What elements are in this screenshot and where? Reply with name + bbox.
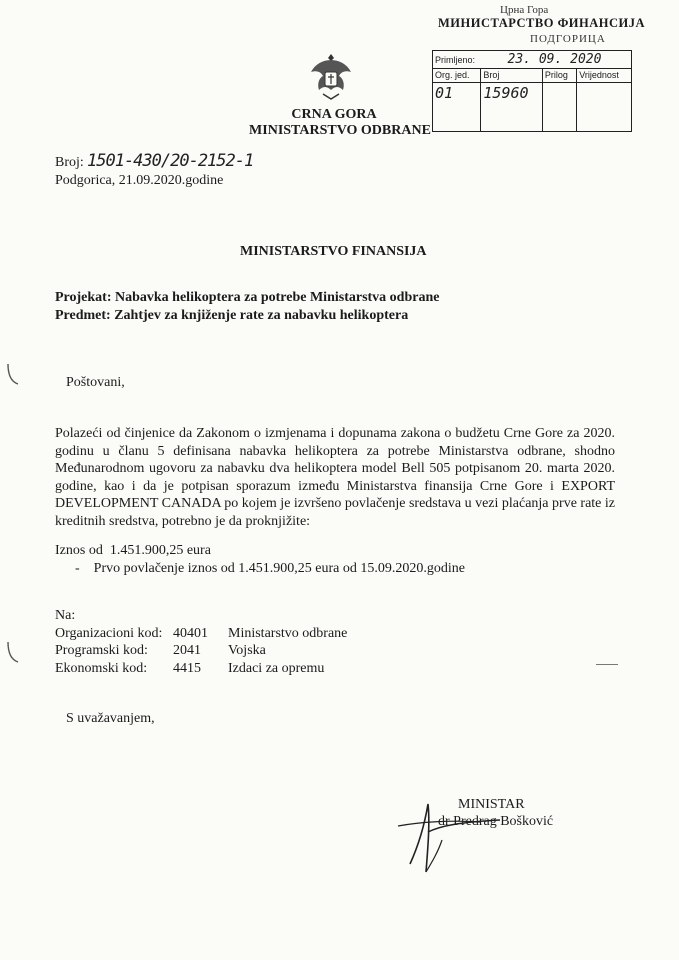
code-label: Ekonomski kod: [55, 661, 148, 676]
stamp-header-vrijednost: Vrijednost [577, 69, 632, 83]
stamp-ministry: МИНИСТАРСТВО ФИНАНСИЈА [438, 16, 646, 30]
subject-text: Zahtjev za knjiženje rate za nabavku helikoptera [114, 308, 409, 323]
code-row [55, 626, 347, 642]
stamp-received-date: 23. 09. 2020 [507, 52, 602, 67]
handwritten-signature [390, 792, 510, 877]
stamp-header-prilog: Prilog [542, 69, 576, 83]
reference-number: 1501-430/20-2152-1 [87, 151, 254, 171]
stamp-header-org: Org. jed. [433, 69, 481, 83]
margin-mark [6, 362, 20, 386]
recipient: MINISTARSTVO FINANSIJA [240, 244, 427, 259]
signatory-title: MINISTAR [458, 797, 525, 812]
code-row [55, 661, 324, 677]
margin-dash [596, 664, 618, 665]
project-text: Nabavka helikoptera za potrebe Ministarstva odbrane [115, 290, 440, 305]
subject-label: Predmet: [55, 308, 111, 323]
code-label: Organizacioni kod: [55, 626, 163, 641]
subject-line [55, 308, 408, 324]
signatory-name: dr Predrag Bošković [438, 814, 554, 829]
code-row [55, 643, 266, 659]
code-description: Ministarstvo odbrane [228, 626, 348, 641]
code-value: 4415 [173, 661, 201, 676]
amount-line: Iznos od 1.451.900,25 eura [55, 543, 211, 558]
margin-mark [6, 640, 20, 664]
stamp-country: Црна Гора [500, 4, 549, 16]
code-description: Izdaci za opremu [228, 661, 325, 676]
code-label: Programski kod: [55, 643, 148, 658]
coat-of-arms-icon [305, 50, 357, 102]
codes-heading: Na: [55, 608, 76, 623]
closing: S uvažavanjem, [66, 711, 155, 726]
drawdown-line: - Prvo povlačenje iznos od 1.451.900,25 eura od 15.09.2020.godine [75, 561, 465, 576]
stamp-received-label: Primljeno: [435, 55, 476, 65]
place-date: Podgorica, 21.09.2020.godine [55, 173, 224, 188]
code-value: 2041 [173, 643, 201, 658]
project-line [55, 290, 439, 306]
greeting: Poštovani, [66, 375, 125, 390]
stamp-value-org: 01 [433, 83, 481, 132]
ministry-heading: MINISTARSTVO ODBRANE [249, 123, 431, 138]
received-stamp [432, 50, 632, 132]
stamp-value-vrijednost [577, 83, 632, 132]
stamp-city: ПОДГОРИЦА [530, 33, 606, 45]
stamp-value-prilog [542, 83, 576, 132]
country-heading: CRNA GORA [291, 107, 377, 122]
reference-label: Broj: [55, 155, 84, 170]
stamp-value-broj: 15960 [481, 83, 542, 132]
project-label: Projekat: [55, 290, 112, 305]
code-description: Vojska [228, 643, 266, 658]
stamp-header-broj: Broj [481, 69, 542, 83]
body-paragraph: Polazeći od činjenice da Zakonom o izmjenama i dopunama zakona o budžetu Crne Gore za 2020. godinu u članu 5 definisana nabavka helikoptera za potrebe Ministarstva odbrane, shodno Međunarodnom ugovoru za nabavku dva helikoptera model Bell 505 potpisanom 20. marta 2020. godine, kao i da je potpisan sporazum između Ministarstva finansija Crne Gore i EXPORT DEVELOPMENT CANADA po kojem je izvršeno povlačenje sredstava u vezi plaćanja prve rate iz kreditnih sredstva, potrebno je da proknjižite: [55, 426, 615, 529]
code-value: 40401 [173, 626, 208, 641]
